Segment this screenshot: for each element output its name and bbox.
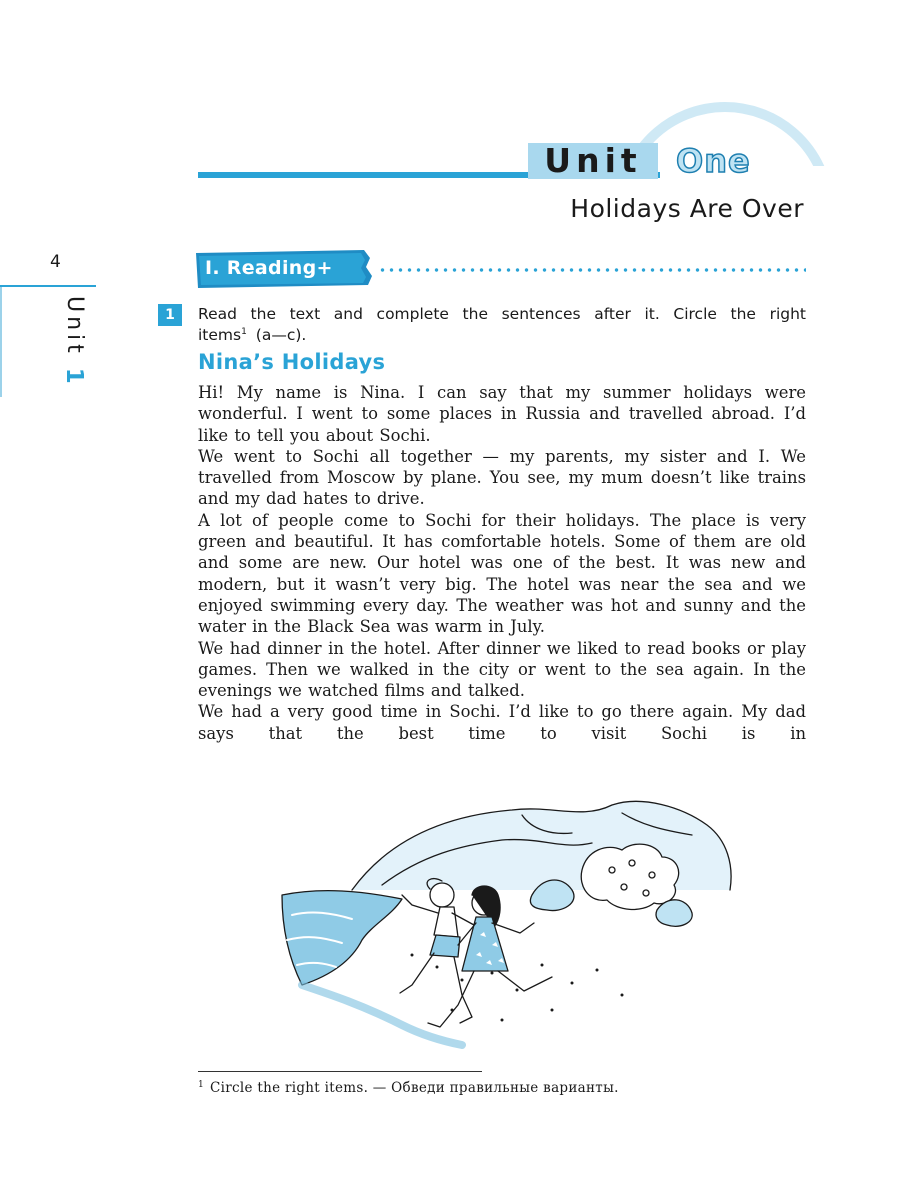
story-paragraph: We had a very good time in Sochi. I’d like to go there again. My dad says that the best time to visit Sochi is in: [198, 702, 806, 743]
task-number: 1: [158, 304, 182, 326]
story-paragraph: We went to Sochi all together — my parents, my sister and I. We travelled from Moscow by plane. You see, my mum doesn’t like trains and my dad hates to drive.: [198, 446, 806, 509]
dotted-rule: [378, 268, 806, 272]
task-text-end: (a—c).: [246, 326, 307, 344]
footnote: [198, 1080, 619, 1096]
story-title: Nina’s Holidays: [198, 350, 386, 374]
unit-subtitle: Holidays Are Over: [570, 194, 804, 223]
footnote-text: Circle the right items. — Обведи правильные варианты.: [210, 1080, 619, 1096]
story-paragraph: We had dinner in the hotel. After dinner we liked to read books or play games. Then we walked in the city or went to the sea again. In the evenings we watched films and talked.: [198, 638, 806, 701]
side-tab-bar: [0, 287, 2, 397]
story-paragraph: Hi! My name is Nina. I can say that my summer holidays were wonderful. I went to some places in Russia and travelled abroad. I’d like to tell you about Sochi.: [198, 383, 806, 445]
unit-word: One: [676, 142, 751, 180]
task-instructions: [198, 304, 806, 346]
side-tab-number: 1: [61, 367, 87, 388]
page-number: 4: [50, 252, 61, 272]
unit-label: Unit: [528, 143, 658, 179]
footnote-rule: [198, 1071, 482, 1072]
story-body: [198, 382, 806, 744]
story-paragraph: A lot of people come to Sochi for their holidays. The place is very green and beautiful. It has comfortable hotels. Some of them are old and some are new. Our hotel was one of the best. It was new and modern, but it wasn’t very big. The hotel was near the sea and we enjoyed swimming every day. The weather was hot and sunny and the water in the Black Sea was warm in July.: [198, 510, 806, 637]
task-text: Read the text and complete the sentences after it. Circle the right items: [198, 305, 806, 344]
section-banner-label: I. Reading+: [205, 257, 333, 279]
side-tab-label: [61, 296, 87, 388]
task-footnote-mark: 1: [241, 326, 247, 337]
side-tab-word: Unit: [62, 296, 87, 357]
footnote-mark: 1: [198, 1079, 205, 1090]
side-tab-rule: [0, 285, 96, 287]
beach-illustration: [262, 795, 742, 1055]
